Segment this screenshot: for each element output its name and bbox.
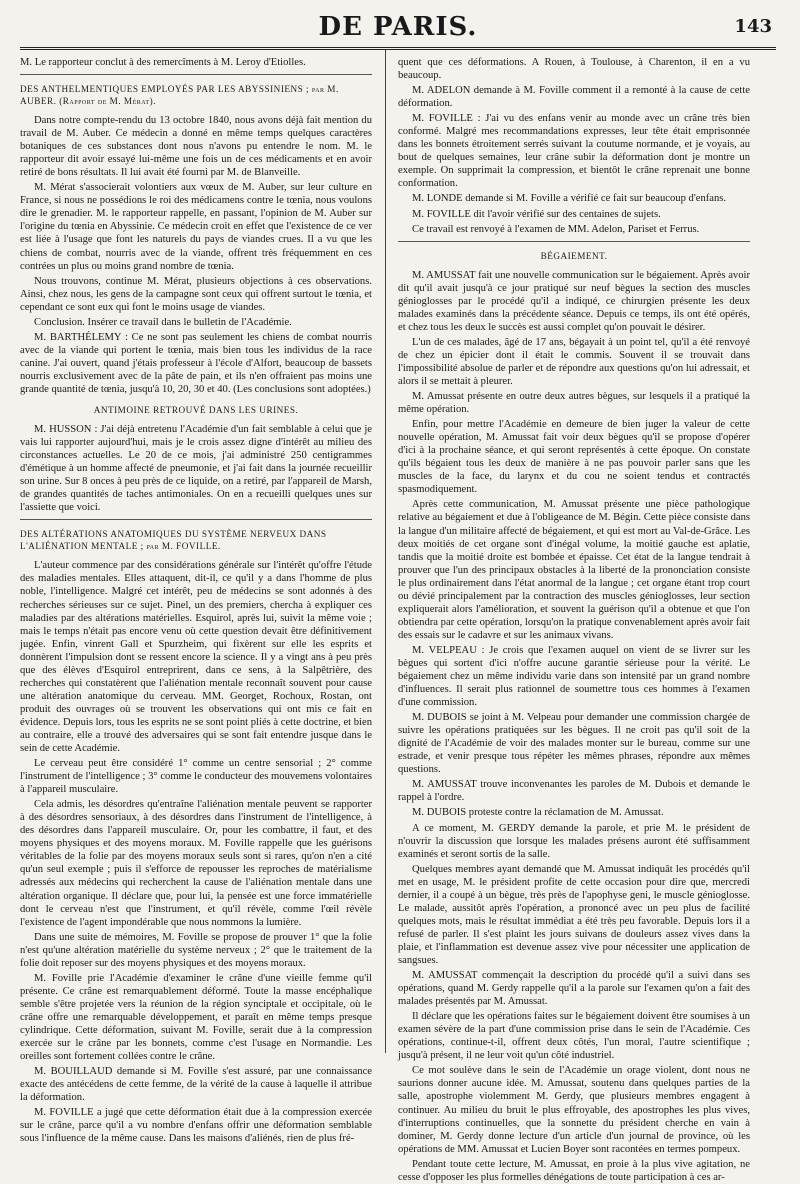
paragraph: M. HUSSON : J'ai déjà entretenu l'Académie d'un fait semblable à celui que je vais lui rapporter aujourd'hui, mais je le crois assez digne d'intérêt au milieu des circonstances actuelles. Le 20 de ce mois, j'ai administré 250 centigrammes d'émétique à un homme affecté de pneumonie, et j'ai fait dans la journée recueillir son urine. Sur 8 onces à peu près de ce liquide, on a retiré, par l'appareil de Marsh, de grandes quantités de taches antimoniales. On en a recueilli quelques unes sur l'assiette que voici. bbox=[20, 424, 372, 514]
section-heading: BÉGAIEMENT. bbox=[540, 250, 608, 261]
section-heading: ANTIMOINE RETROUVÉ DANS LES URINES. bbox=[93, 405, 299, 416]
paragraph: M. VELPEAU : Je crois que l'examen auquel on vient de se livrer sur les bègues qui sortent d'ici n'offre aucune garantie sérieuse pour la vérité. Le bégaiement chez un même individu varie dans son intensité par un grand nombre d'influences. Il serait plus rationnel de soumettre tous ces hommes à l'examen d'une commission. bbox=[398, 644, 750, 709]
paragraph: M. DUBOIS proteste contre la réclamation de M. Amussat. bbox=[412, 807, 664, 819]
paragraph: M. Le rapporteur conclut à des remercîments à M. Leroy d'Etiolles. bbox=[20, 57, 306, 68]
paragraph: A ce moment, M. GERDY demande la parole, et prie M. le président de n'ouvrir la discussion que lorsque les malades présens auront été suffisamment examinés et seront sortis de la salle. bbox=[398, 822, 750, 860]
paragraph: Le cerveau peut être considéré 1° comme un centre sensorial ; 2° comme l'instrument de l'intelligence ; 3° comme le conducteur des mouvemens volontaires à l'appareil musculaire. bbox=[20, 758, 372, 796]
paragraph: M. Foville prie l'Académie d'examiner le crâne d'une vieille femme qu'il présente. Ce crâne est remarquablement déformé. Toute la masse encéphalique semble s'être projetée vers la réunion de la région synciptale et occipitale, où le crâne offre une remarquable développement, et paraît en même temps presque cylindrique. Cette déformation, suivant M. Foville, serait due à la compression exercée sur le crâne par les bonnets, comme c'est l'usage en Normandie. Les oreilles sont fortement collées contre le crâne. bbox=[20, 972, 372, 1063]
section-separator bbox=[398, 241, 750, 242]
paragraph: M. AMUSSAT commençait la description du procédé qu'il a suivi dans ses opérations, quand M. Gerdy rappelle qu'il a la parole sur l'examen qu'on a fait des malades présentés par M. Amussat. bbox=[398, 970, 750, 1008]
paragraph: M. FOVILLE dit l'avoir vérifié sur des centaines de sujets. bbox=[412, 208, 661, 220]
paragraph: M. LONDE demande si M. Foville a vérifié ce fait sur beaucoup d'enfans. bbox=[412, 193, 727, 205]
paragraph: Après cette communication, M. Amussat présente une pièce pathologique relative au bégaiement et due à l'obligeance de M. Bégin. Cette pièce consiste dans la langue d'un militaire affecté de bégaiement, et qui est mort au Val-de-Grâce. Les deux moitiés de cet organe sont d'inégal volume, la moitié gauche est aplatie, tandis que la moitié droite est bombée et épaisse. Cet état de la langue tendrait à prouver que l'un des principaux obstacles à la liberté de la prononciation consiste le plus ordinairement dans l'état anormal de la langue ; cet organe étant trop court ou dévié principalement par la contraction des muscles génioglosses, leur section expliquerait alors l'amélioration, et souvent la guérison qu'il a obtenue et que l'on obtiendra par cette opération, lorsqu'on la pratique convenablement après avoir fait des essais sur le cadavre et sur les animaux vivans. bbox=[398, 499, 750, 641]
header-rule bbox=[20, 47, 776, 50]
paragraph: Pendant toute cette lecture, M. Amussat, en proie à la plus vive agitation, ne cesse d'opposer les plus formelles dénégations de toute participation à ces ar- bbox=[398, 1158, 750, 1183]
paragraph: M. Mérat s'associerait volontiers aux vœux de M. Auber, sur leur culture en France, si nous ne possédions le roi des médicamens contre le tœnia, nous voulons dire le grenadier. M. le rapporteur rappelle, en passant, l'opinion de M. Auber sur l'origine du tœnia en Abyssinie. Ce médecin croit en effet que l'existence de ce ver est liée à l'usage que font les naturels du pays de viandes crues. Il a vu que les chiens de combat, nourris avec de la viande, offrent très fréquemment en ces contrées un plus ou moins grand nombre de tœnia. bbox=[20, 182, 372, 272]
paragraph: Ce mot soulève dans le sein de l'Académie un orage violent, dont nous ne saurions donner aucune idée. M. Amussat, soutenu dans quelques parties de la salle, apostrophe violemment M. Gerdy, que plusieurs membres engagent à continuer. Au milieu du bruit le plus effroyable, des apostrophes les plus vives, d'interruptions continuelles, que la sonnette du président cherche en vain à dominer, M. Gerdy donne lecture d'un article d'un journal de province, où les opérations de MM. Amussat et Lucien Boyer sont racontées en termes pompeux. bbox=[398, 1065, 750, 1155]
column-divider bbox=[385, 50, 386, 1053]
paragraph: Quelques membres ayant demandé que M. Amussat indiquât les procédés qu'il met en usage, M. le président profite de cette occasion pour dire que, mercredi dernier, il a coupé à un bègue, très près de l'apophyse geni, le muscle génioglosse. Le malade, aussitôt après l'opération, a prononcé avec un peu plus de facilité quelques mots, mais le résultat immédiat a été très peu favorable. Depuis lors il a refusé de parler. Il s'est plaint les jours suivans de douleurs assez vives dans la plaie, et l'inflammation est devenue assez vive pour nécessiter une application de sangsues. bbox=[398, 863, 750, 966]
paragraph: M. Amussat présente en outre deux autres bègues, sur lesquels il a pratiqué la même opération. bbox=[398, 391, 750, 416]
page-number: 143 bbox=[734, 16, 772, 37]
left-column bbox=[20, 56, 372, 1145]
paragraph: Enfin, pour mettre l'Académie en demeure de bien juger la valeur de cette nouvelle opération, M. Amussat fait voir deux bègues qu'il se propose d'opérer d'ici à la prochaine séance, et qui seront représentés à cette époque. On constate qu'ils bégaient tous les deux de manière à ne pas pouvoir parler sans que les muscles de la face, du larynx et du cou ne soient tendus et contractés spasmodiquement. bbox=[398, 419, 750, 496]
paragraph: Dans une suite de mémoires, M. Foville se propose de prouver 1° que la folie n'est qu'une altération matérielle du système nerveux ; 2° que le traitement de la folie doit reposer sur des moyens physiques et des moyens moraux. bbox=[20, 931, 372, 969]
paragraph: Dans notre compte-rendu du 13 octobre 1840, nous avons déjà fait mention du travail de M. Auber. Ce médecin a donné en même temps quelques caractères botaniques de ces substances dont nous n'avons pu entendre le nom. M. le rapporteur dit avoir essayé lui-même une fois un de ces médicaments et en avoir retiré de bons résultats. Il lui avait été fourni par M. de Blanveille. bbox=[20, 115, 372, 179]
paragraph: Conclusion. Insérer ce travail dans le bulletin de l'Académie. bbox=[34, 316, 292, 328]
paragraph: M. BARTHÉLEMY : Ce ne sont pas seulement les chiens de combat nourris avec de la viande qui portent le tœnia, mais bien tous les individus de la race canine. J'ai ouvert, quand j'étais professeur à l'école d'Alfort, beaucoup de bassets nourris exclusivement avec de la pâte de pain, et ils n'en offraient pas moins une grande quantité de tœnia, jusqu'à 10, 20, 30 et 40. (Les conclusions sont adoptées.) bbox=[20, 331, 372, 395]
paragraph: M. AMUSSAT trouve inconvenantes les paroles de M. Dubois et demande le rappel à l'ordre. bbox=[398, 779, 750, 804]
paragraph: M. FOVILLE a jugé que cette déformation était due à la compression exercée sur le crâne, parce qu'il a vu nombre d'enfans offrir une déformation semblable sous l'influence de la même cause. Dans les maisons d'aliénés, rien de plus fré- bbox=[20, 1107, 372, 1145]
right-column bbox=[398, 56, 750, 1183]
paragraph: Il déclare que les opérations faites sur le bégaiement doivent être soumises à un examen sévère de la part d'une commission prise dans le sein de l'Académie. Ces opérations, continue-t-il, offrent deux côtés, l'un moral, l'autre scientifique ; jusqu'à présent, il ne leur voit qu'un côté industriel. bbox=[398, 1011, 750, 1062]
paragraph: L'auteur commence par des considérations générale sur l'intérêt qu'offre l'étude des maladies mentales. Elles attaquent, dit-il, ce qu'il y a dans l'homme de plus noble, l'intelligence. Malgré cet intérêt, peu de médecins se sont adonnés à des recherches sérieuses sur ce sujet. Pinel, un des premiers, chercha à expliquer ces maladies par des altérations matérielles. Esquirol, après lui, suivit la même voie ; mais le temps n'était pas encore venu où cette question devait être définitivement jugée. Enfin, vinrent Gall et Spurzheim, qui fixèrent sur elle les esprits et donnèrent l'impulsion dont se ressent encore la science. Il y a vingt ans à peu près que des élèves d'Esquirol entreprirent, dans ce sens, à la Salpêtrière, des recherches qui constatèrent que l'aliénation mentale reconnaît souvent pour cause une altération anatomique du cerveau. MM. Georget, Rochoux, Rostan, ont produit des ouvrages où se trouvent les observations qui ont mis ce fait en évidence. Depuis lors, tous les esprits ne se sont point pliés à cette doctrine, et bien au contraire, elle a trouvé des adversaires qui se sont fait entendre jusque dans le sein de cette Académie. bbox=[20, 560, 372, 755]
section-separator bbox=[20, 519, 372, 520]
paragraph: M. AMUSSAT fait une nouvelle communication sur le bégaiement. Après avoir dit qu'il avait jusqu'à ce jour pratiqué sur neuf bègues la section des muscles génioglosses par le procédé qu'il a indiqué, ce chirurgien présente les deux malades examinés dans la précédente séance. Depuis ce temps, ils ont été opérés, et chez tous les deux le succès est aussi complet qu'on pouvait le désirer. bbox=[398, 269, 750, 333]
page-title: DE PARIS. bbox=[318, 12, 478, 42]
page-header bbox=[20, 8, 776, 48]
section-separator bbox=[20, 74, 372, 75]
paragraph: L'un de ces malades, âgé de 17 ans, bégayait à un point tel, qu'il a été renvoyé de chez un épicier dont il était le commis. Souvent il se trouvait dans l'impossibilité absolue de parler et de répondre aux questions qu'on lui adressait, et alors il se mettait à pleurer. bbox=[398, 336, 750, 387]
paragraph: Nous trouvons, continue M. Mérat, plusieurs objections à ces observations. Ainsi, chez nous, les gens de la campagne sont ceux qui offrent surtout le tœnia, et cependant ce sont eux qui font le moins usage de viandes. bbox=[20, 275, 372, 313]
section-heading: DES ALTÉRATIONS ANATOMIQUES DU SYSTÈME NERVEUX DANS L'ALIÉNATION MENTALE ; par M. FOVILLE. bbox=[20, 529, 327, 552]
paragraph: Cela admis, les désordres qu'entraîne l'aliénation mentale peuvent se rapporter à des désordres sensoriaux, à des désordres dans l'instrument de l'intelligence, à des désordres dans l'appareil musculaire. Or, pour les combattre, il faut, et des moyens physiques et des moyens moraux. M. Foville rappelle que les guérisons véritables de la folie par des moyens moraux seuls sont si rares, qu'on n'en a cité qu'un seul exemple ; puis il s'efforce de repousser les reproches de matérialisme adressés aux médecins qui recherchent la cause de l'aliénation mentale dans une altération organique. Il déclare que, pour lui, la pensée est une force immatérielle dont le cerveau n'est que l'instrument, et qu'il révèle, comme l'œil révèle l'existence de l'agent impondérable que nous nommons la lumière. bbox=[20, 799, 372, 928]
paragraph: M. ADELON demande à M. Foville comment il a remonté à la cause de cette déformation. bbox=[398, 85, 750, 110]
paragraph: Ce travail est renvoyé à l'examen de MM. Adelon, Pariset et Ferrus. bbox=[412, 223, 700, 235]
paragraph: quent que ces déformations. A Rouen, à Toulouse, à Charenton, il en a vu beaucoup. bbox=[398, 57, 750, 82]
paragraph: M. DUBOIS se joint à M. Velpeau pour demander une commission chargée de suivre les opérations pratiquées sur les bègues. Il ne croit pas qu'il soit de la dignité de l'Académie de voir des malades monter sur le bureau, comme sur une estrade, et venir presque tous répéter les mêmes phrases, répondre aux mêmes questions. bbox=[398, 712, 750, 776]
section-heading: DES ANTHELMENTIQUES EMPLOYÉS PAR LES ABYSSINIENS ; par M. AUBER. (Rapport de M. Mérat). bbox=[20, 84, 339, 107]
paragraph: M. FOVILLE : J'ai vu des enfans venir au monde avec un crâne très bien conformé. Malgré mes recommandations expresses, leur tête était emprisonnée dans les bonnets étroitement serrés suivant la coutume normande, et je voyais, au bout de quelques semaines, leur crâne subir la déformation dont je montre un exemple. On supprimait la compression, et bientôt le crâne reprenait une bonne conformation. bbox=[398, 113, 750, 190]
paragraph: M. BOUILLAUD demande si M. Foville s'est assuré, par une connaissance exacte des antécédens de cette femme, de la vérité de la cause à laquelle il attribue la déformation. bbox=[20, 1066, 372, 1104]
